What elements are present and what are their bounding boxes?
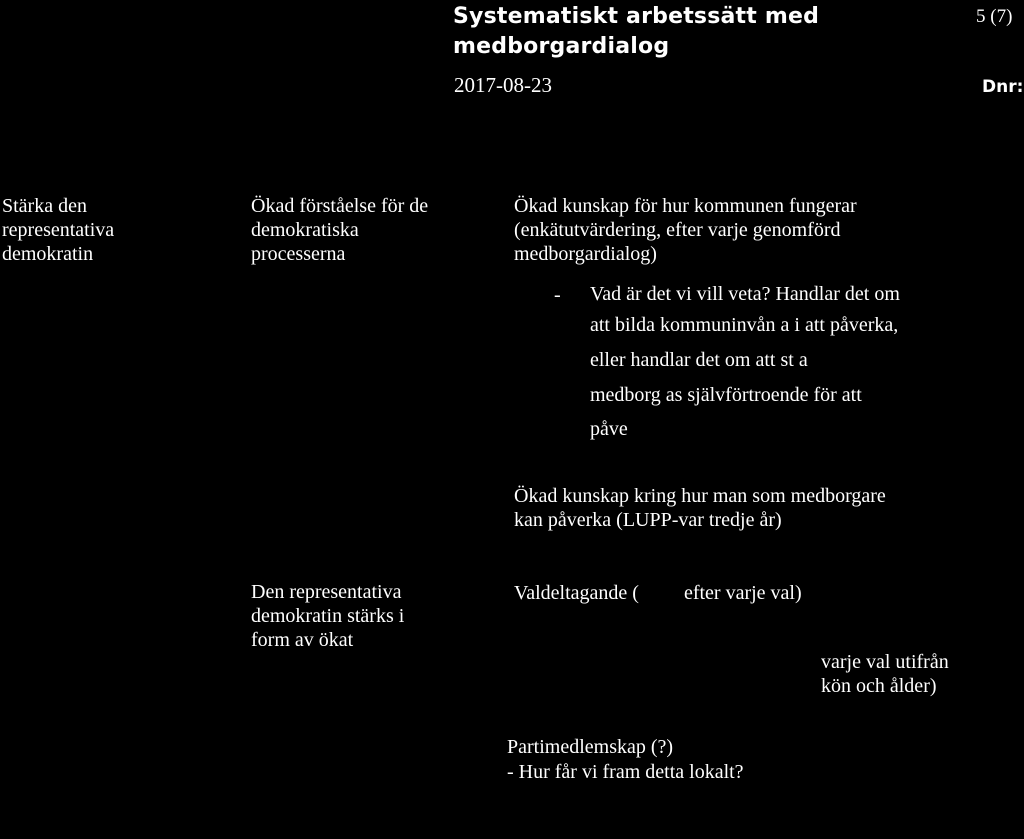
effect-column-2 <box>251 580 404 652</box>
effect-line: demokratiska <box>251 219 359 241</box>
voter-turnout-detail <box>821 650 949 698</box>
effect-column <box>251 194 428 266</box>
indicator-line: Ökad kunskap för hur kommunen fungerar <box>514 195 857 217</box>
indicator-line: medborgardialog) <box>514 243 657 265</box>
document-date: 2017-08-23 <box>454 73 552 97</box>
bullet-line: att bilda kommuninvån a i att påverka, <box>590 314 899 336</box>
bullet-line: eller handlar det om att st a <box>590 349 808 371</box>
party-line: - Hur får vi fram detta lokalt? <box>507 761 744 783</box>
bullet-line: Vad är det vi vill veta? Handlar det om <box>590 283 900 305</box>
detail-line: varje val utifrån <box>821 651 949 673</box>
effect-line: Ökad förståelse för de <box>251 195 429 217</box>
goal-line: representativa <box>2 219 115 241</box>
party-line: Partimedlemskap (?) <box>507 736 674 758</box>
bullet-paragraph <box>590 280 900 446</box>
bullet-line: påve <box>590 418 628 440</box>
detail-line: kön och ålder) <box>821 675 937 697</box>
effect-line: Den representativa <box>251 581 402 603</box>
indicator-second <box>514 484 886 532</box>
indicator-line: kan påverka (LUPP-var tredje år) <box>514 509 782 531</box>
bullet-dash: - <box>554 284 561 306</box>
bullet-line: medborg as självförtroende för att <box>590 384 862 406</box>
goal-line: Stärka den <box>2 195 87 217</box>
effect-line: form av ökat <box>251 629 354 651</box>
dnr-label: Dnr: <box>982 77 1024 97</box>
page-number: 5 (7) <box>976 6 1013 27</box>
goal-column <box>2 194 114 266</box>
indicator-line: (enkätutvärdering, efter varje genomförd <box>514 219 841 241</box>
voter-turnout-line: Valdeltagande ( efter varje val) <box>514 582 802 604</box>
indicator-intro <box>514 194 857 266</box>
goal-line: demokratin <box>2 243 94 265</box>
party-membership <box>507 735 744 785</box>
indicator-line: Ökad kunskap kring hur man som medborgare <box>514 485 886 507</box>
effect-line: processerna <box>251 243 346 265</box>
document-title-line2: medborgardialog <box>453 34 670 59</box>
effect-line: demokratin stärks i <box>251 605 405 627</box>
document-title-line1: Systematiskt arbetssätt med <box>453 4 820 29</box>
